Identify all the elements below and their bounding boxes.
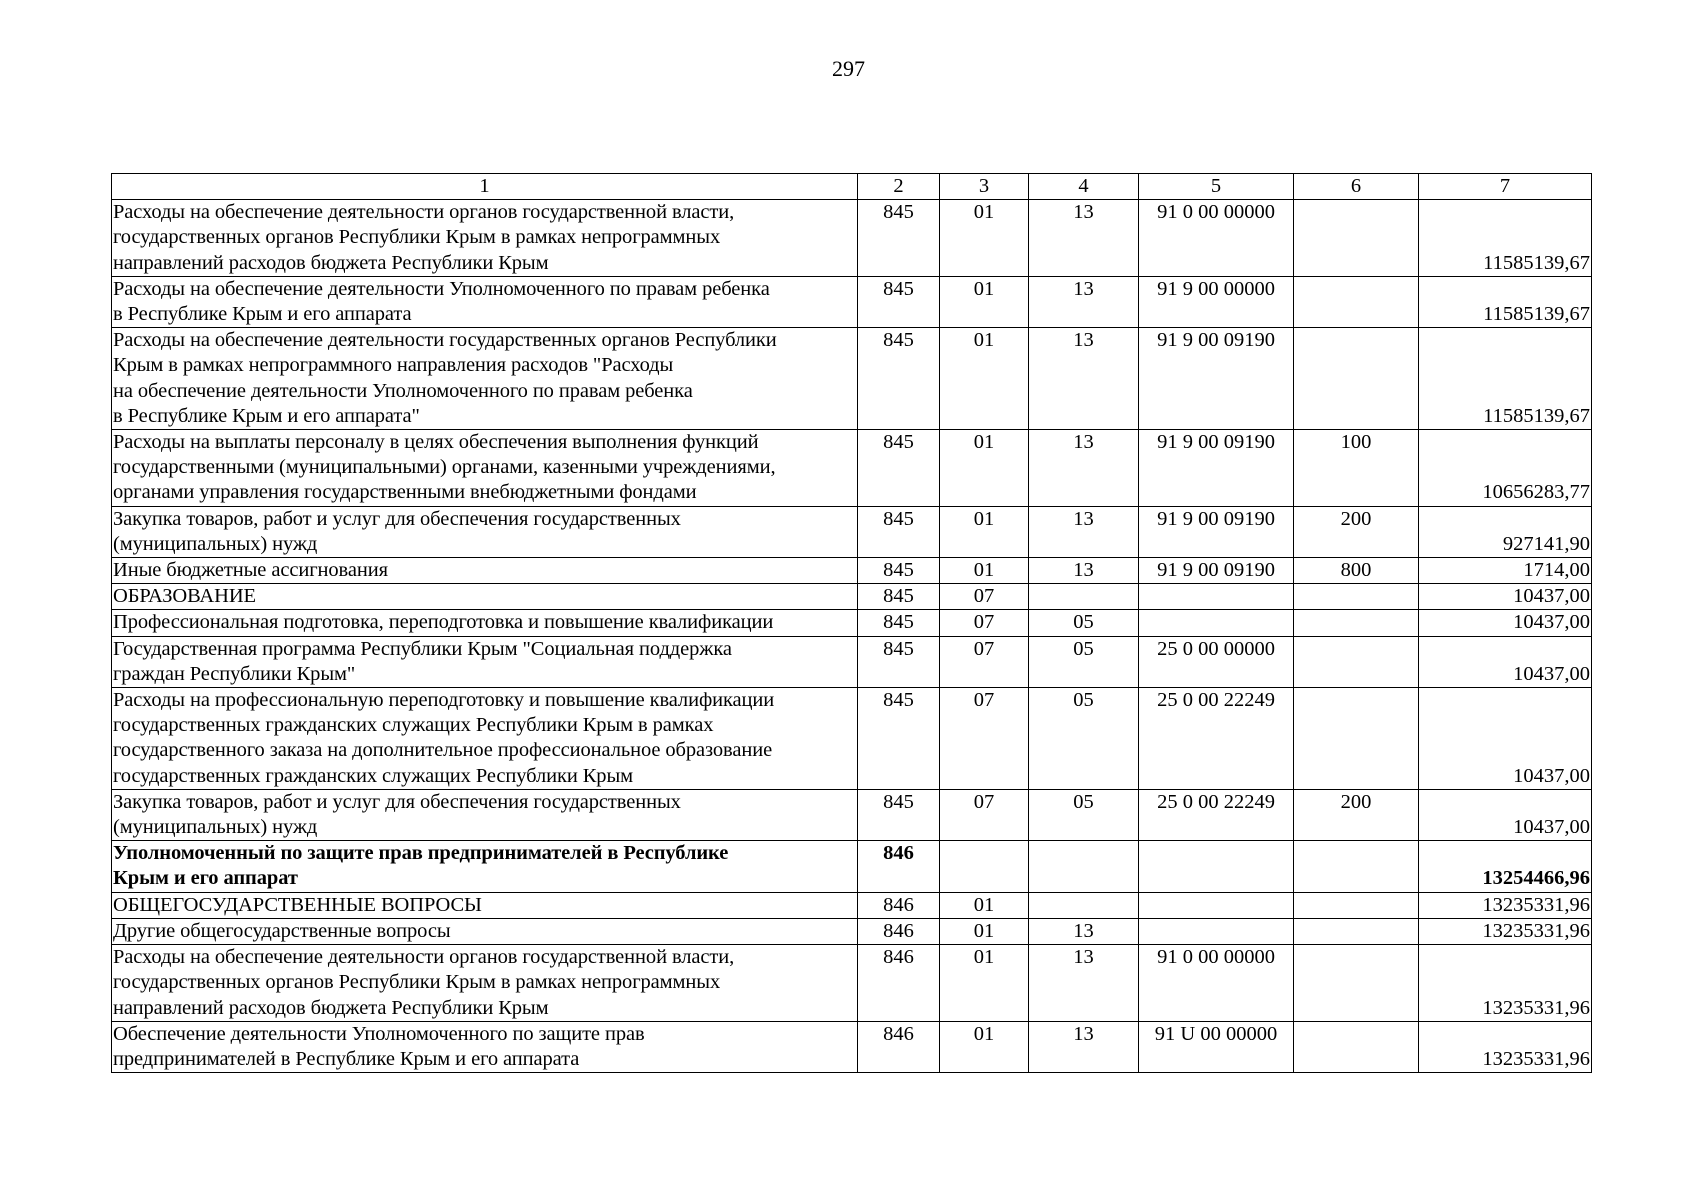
row-expense-type-cell <box>1294 1021 1419 1072</box>
row-subsection-cell: 13 <box>1029 328 1139 430</box>
row-name-cell: Обеспечение деятельности Уполномоченного по защите прав предпринимателей в Республике Крым и его аппарата <box>112 1021 858 1072</box>
row-target-item-cell <box>1139 584 1294 610</box>
row-subsection-cell <box>1029 584 1139 610</box>
table-row <box>112 276 1592 327</box>
header-cell-7: 7 <box>1419 174 1592 200</box>
table-row <box>112 328 1592 430</box>
row-amount-cell: 13235331,96 <box>1419 1021 1592 1072</box>
row-expense-type-cell <box>1294 841 1419 892</box>
row-amount-cell: 10437,00 <box>1419 584 1592 610</box>
table-row <box>112 841 1592 892</box>
row-subsection-cell: 05 <box>1029 610 1139 636</box>
row-amount-cell: 1714,00 <box>1419 558 1592 584</box>
row-expense-type-cell <box>1294 918 1419 944</box>
row-code-cell: 846 <box>858 945 940 1022</box>
row-section-cell: 07 <box>940 688 1029 790</box>
row-target-item-cell <box>1139 918 1294 944</box>
row-code-cell: 845 <box>858 584 940 610</box>
row-code-cell: 846 <box>858 918 940 944</box>
row-subsection-cell: 05 <box>1029 688 1139 790</box>
row-name-cell: Расходы на обеспечение деятельности органов государственной власти, государственных органов Республики Крым в рамках непрограммных направлений расходов бюджета Республики Крым <box>112 200 858 277</box>
row-amount-cell: 13235331,96 <box>1419 945 1592 1022</box>
row-target-item-cell <box>1139 892 1294 918</box>
row-subsection-cell: 13 <box>1029 506 1139 557</box>
row-name-cell: Закупка товаров, работ и услуг для обеспечения государственных (муниципальных) нужд <box>112 789 858 840</box>
row-target-item-cell: 91 0 00 00000 <box>1139 945 1294 1022</box>
row-expense-type-cell <box>1294 584 1419 610</box>
row-expense-type-cell <box>1294 636 1419 687</box>
row-amount-cell: 10437,00 <box>1419 610 1592 636</box>
table-row <box>112 584 1592 610</box>
row-section-cell <box>940 841 1029 892</box>
row-code-cell: 845 <box>858 558 940 584</box>
row-expense-type-cell: 100 <box>1294 430 1419 507</box>
row-subsection-cell <box>1029 892 1139 918</box>
row-target-item-cell: 25 0 00 22249 <box>1139 688 1294 790</box>
row-target-item-cell: 91 9 00 09190 <box>1139 328 1294 430</box>
row-name-cell: Государственная программа Республики Крым "Социальная поддержка граждан Республики Крым" <box>112 636 858 687</box>
row-code-cell: 845 <box>858 328 940 430</box>
row-amount-cell: 10437,00 <box>1419 688 1592 790</box>
row-section-cell: 01 <box>940 892 1029 918</box>
row-target-item-cell: 91 9 00 00000 <box>1139 276 1294 327</box>
row-name-cell: Профессиональная подготовка, переподготовка и повышение квалификации <box>112 610 858 636</box>
row-code-cell: 846 <box>858 892 940 918</box>
row-code-cell: 846 <box>858 841 940 892</box>
row-amount-cell: 10437,00 <box>1419 636 1592 687</box>
row-target-item-cell <box>1139 841 1294 892</box>
header-row <box>112 174 1592 200</box>
row-name-cell: ОБЩЕГОСУДАРСТВЕННЫЕ ВОПРОСЫ <box>112 892 858 918</box>
row-expense-type-cell <box>1294 688 1419 790</box>
row-subsection-cell: 13 <box>1029 276 1139 327</box>
row-subsection-cell: 13 <box>1029 1021 1139 1072</box>
row-target-item-cell: 91 0 00 00000 <box>1139 200 1294 277</box>
row-code-cell: 845 <box>858 430 940 507</box>
row-section-cell: 01 <box>940 276 1029 327</box>
row-name-cell: Иные бюджетные ассигнования <box>112 558 858 584</box>
row-target-item-cell: 91 U 00 00000 <box>1139 1021 1294 1072</box>
table-row <box>112 789 1592 840</box>
row-target-item-cell: 91 9 00 09190 <box>1139 430 1294 507</box>
table-body <box>112 200 1592 1073</box>
row-section-cell: 01 <box>940 430 1029 507</box>
row-section-cell: 07 <box>940 789 1029 840</box>
header-cell-5: 5 <box>1139 174 1294 200</box>
row-section-cell: 01 <box>940 558 1029 584</box>
row-section-cell: 01 <box>940 506 1029 557</box>
table-row <box>112 688 1592 790</box>
row-target-item-cell: 25 0 00 22249 <box>1139 789 1294 840</box>
row-amount-cell: 927141,90 <box>1419 506 1592 557</box>
row-target-item-cell: 91 9 00 09190 <box>1139 558 1294 584</box>
row-amount-cell: 11585139,67 <box>1419 276 1592 327</box>
table-row <box>112 200 1592 277</box>
row-expense-type-cell <box>1294 200 1419 277</box>
row-amount-cell: 13254466,96 <box>1419 841 1592 892</box>
row-expense-type-cell <box>1294 328 1419 430</box>
row-section-cell: 07 <box>940 636 1029 687</box>
row-expense-type-cell <box>1294 892 1419 918</box>
table-row <box>112 610 1592 636</box>
row-code-cell: 845 <box>858 789 940 840</box>
row-subsection-cell: 05 <box>1029 636 1139 687</box>
row-name-cell: ОБРАЗОВАНИЕ <box>112 584 858 610</box>
row-expense-type-cell <box>1294 945 1419 1022</box>
header-cell-4: 4 <box>1029 174 1139 200</box>
table-row <box>112 1021 1592 1072</box>
page-number: 297 <box>832 56 865 81</box>
row-code-cell: 845 <box>858 276 940 327</box>
header-cell-3: 3 <box>940 174 1029 200</box>
row-name-cell: Расходы на обеспечение деятельности органов государственной власти, государственных органов Республики Крым в рамках непрограммных направлений расходов бюджета Республики Крым <box>112 945 858 1022</box>
row-amount-cell: 10656283,77 <box>1419 430 1592 507</box>
row-expense-type-cell: 200 <box>1294 789 1419 840</box>
row-target-item-cell: 91 9 00 09190 <box>1139 506 1294 557</box>
row-expense-type-cell <box>1294 276 1419 327</box>
row-expense-type-cell: 800 <box>1294 558 1419 584</box>
row-section-cell: 01 <box>940 328 1029 430</box>
table-row <box>112 892 1592 918</box>
row-subsection-cell: 13 <box>1029 430 1139 507</box>
row-name-cell: Закупка товаров, работ и услуг для обеспечения государственных (муниципальных) нужд <box>112 506 858 557</box>
row-amount-cell: 11585139,67 <box>1419 328 1592 430</box>
table-row <box>112 918 1592 944</box>
table-row <box>112 945 1592 1022</box>
row-subsection-cell: 13 <box>1029 945 1139 1022</box>
row-target-item-cell <box>1139 610 1294 636</box>
row-amount-cell: 13235331,96 <box>1419 892 1592 918</box>
row-name-cell: Расходы на выплаты персоналу в целях обеспечения выполнения функций государственными (муниципальными) органами, казенными учреждениями, органами управления государственными внебюджетными фондами <box>112 430 858 507</box>
row-expense-type-cell <box>1294 610 1419 636</box>
row-section-cell: 01 <box>940 945 1029 1022</box>
row-amount-cell: 10437,00 <box>1419 789 1592 840</box>
table-row <box>112 636 1592 687</box>
row-subsection-cell: 13 <box>1029 918 1139 944</box>
row-target-item-cell: 25 0 00 00000 <box>1139 636 1294 687</box>
table-row <box>112 506 1592 557</box>
row-section-cell: 01 <box>940 1021 1029 1072</box>
header-cell-1: 1 <box>112 174 858 200</box>
table-row <box>112 430 1592 507</box>
row-subsection-cell: 13 <box>1029 200 1139 277</box>
budget-table <box>111 173 1592 1073</box>
row-expense-type-cell: 200 <box>1294 506 1419 557</box>
row-section-cell: 01 <box>940 200 1029 277</box>
header-cell-2: 2 <box>858 174 940 200</box>
row-name-cell: Уполномоченный по защите прав предпринимателей в Республике Крым и его аппарат <box>112 841 858 892</box>
row-code-cell: 845 <box>858 506 940 557</box>
row-code-cell: 846 <box>858 1021 940 1072</box>
row-code-cell: 845 <box>858 200 940 277</box>
row-name-cell: Другие общегосударственные вопросы <box>112 918 858 944</box>
row-section-cell: 07 <box>940 584 1029 610</box>
header-cell-6: 6 <box>1294 174 1419 200</box>
row-code-cell: 845 <box>858 636 940 687</box>
row-section-cell: 07 <box>940 610 1029 636</box>
row-subsection-cell: 13 <box>1029 558 1139 584</box>
row-name-cell: Расходы на обеспечение деятельности Уполномоченного по правам ребенка в Республике Крым и его аппарата <box>112 276 858 327</box>
row-subsection-cell <box>1029 841 1139 892</box>
row-code-cell: 845 <box>858 610 940 636</box>
row-amount-cell: 13235331,96 <box>1419 918 1592 944</box>
table-row <box>112 558 1592 584</box>
row-name-cell: Расходы на профессиональную переподготовку и повышение квалификации государственных гражданских служащих Республики Крым в рамках государственного заказа на дополнительное профессиональное образование государственных гражданских служащих Республики Крым <box>112 688 858 790</box>
row-amount-cell: 11585139,67 <box>1419 200 1592 277</box>
row-subsection-cell: 05 <box>1029 789 1139 840</box>
row-code-cell: 845 <box>858 688 940 790</box>
row-section-cell: 01 <box>940 918 1029 944</box>
row-name-cell: Расходы на обеспечение деятельности государственных органов Республики Крым в рамках непрограммного направления расходов "Расходы на обеспечение деятельности Уполномоченного по правам ребенка в Республике Крым и его аппарата" <box>112 328 858 430</box>
